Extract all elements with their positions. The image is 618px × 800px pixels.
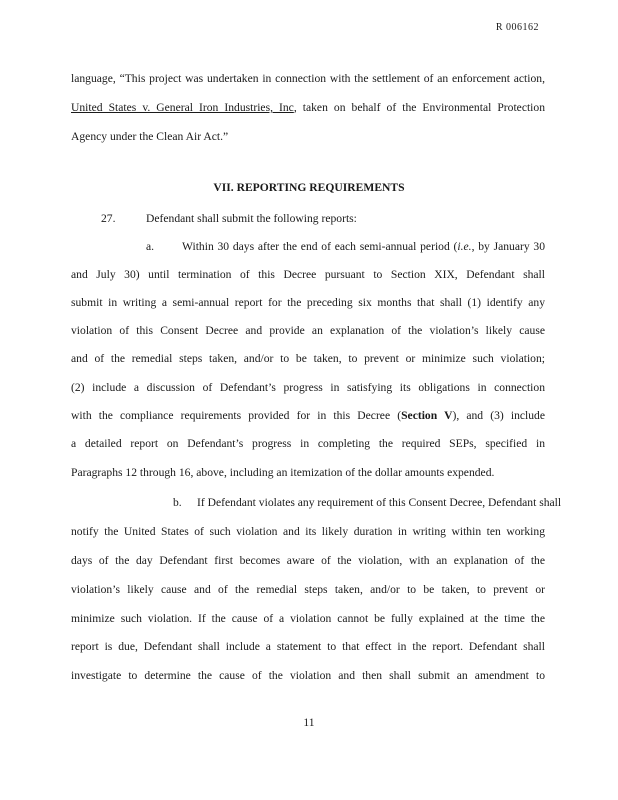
subparagraph-b-line-7: investigate to determine the cause of the violation and then shall submit an amendment to — [71, 669, 545, 682]
case-name: United States v. General Iron Industries, Inc — [71, 101, 294, 114]
subparagraph-b-line-6: report is due, Defendant shall include a statement to that effect in the report. Defendant shall — [71, 640, 545, 653]
subparagraph-a-line-4: violation of this Consent Decree and provide an explanation of the violation’s likely cause — [71, 324, 545, 337]
sub-a-line-1-before: Within 30 days after the end of each semi-annual period ( — [182, 240, 458, 253]
page-number: 11 — [303, 716, 315, 729]
subparagraph-a-line-3: submit in writing a semi-annual report for the preceding six months that shall (1) identify any — [71, 296, 545, 309]
intro-line-1: language, “This project was undertaken in connection with the settlement of an enforcement action, — [71, 72, 545, 85]
subparagraph-a-line-5: and of the remedial steps taken, and/or to be taken, to prevent or minimize such violation; — [71, 352, 545, 365]
subparagraph-b-line-2: notify the United States of such violation and its likely duration in writing within ten working — [71, 525, 545, 538]
subparagraph-a-line-2: and July 30) until termination of this Decree pursuant to Section XIX, Defendant shall — [71, 268, 545, 281]
subparagraph-b-label: b. — [173, 496, 182, 509]
subparagraph-a-line-6: (2) include a discussion of Defendant’s progress in satisfying its obligations in connection — [71, 381, 545, 394]
sub-a-ie: i.e. — [457, 240, 472, 253]
section-heading: VII. REPORTING REQUIREMENTS — [213, 181, 405, 194]
bates-number: R 006162 — [495, 22, 539, 33]
subparagraph-a-line-1 — [182, 240, 545, 253]
sub-a-line-7-before: with the compliance requirements provided for in this Decree ( — [71, 409, 402, 422]
paragraph-text: Defendant shall submit the following reports: — [146, 212, 357, 225]
subparagraph-b-line-5: minimize such violation. If the cause of a violation cannot be fully explained at the time the — [71, 612, 545, 625]
section-reference: Section V — [401, 409, 453, 422]
subparagraph-b-line-1: If Defendant violates any requirement of this Consent Decree, Defendant shall — [197, 496, 562, 509]
intro-line-3: Agency under the Clean Air Act.” — [71, 130, 229, 143]
subparagraph-a-line-7 — [71, 409, 545, 423]
paragraph-number: 27. — [101, 212, 116, 225]
subparagraph-a-label: a. — [146, 240, 155, 253]
subparagraph-a-line-8: a detailed report on Defendant’s progress in completing the required SEPs, specified in — [71, 437, 545, 450]
sub-a-line-1-after: , by January 30 — [471, 240, 545, 253]
intro-line-2 — [71, 101, 545, 115]
subparagraph-b-line-4: violation’s likely cause and of the remedial steps taken, and/or to be taken, to prevent or — [71, 583, 545, 596]
sub-a-line-7-after: ), and (3) include — [452, 409, 546, 422]
subparagraph-b-line-3: days of the day Defendant first becomes aware of the violation, with an explanation of the — [71, 554, 545, 567]
subparagraph-a-line-9: Paragraphs 12 through 16, above, including an itemization of the dollar amounts expended. — [71, 466, 495, 479]
intro-line-2-rest: , taken on behalf of the Environmental Protection — [293, 101, 546, 114]
